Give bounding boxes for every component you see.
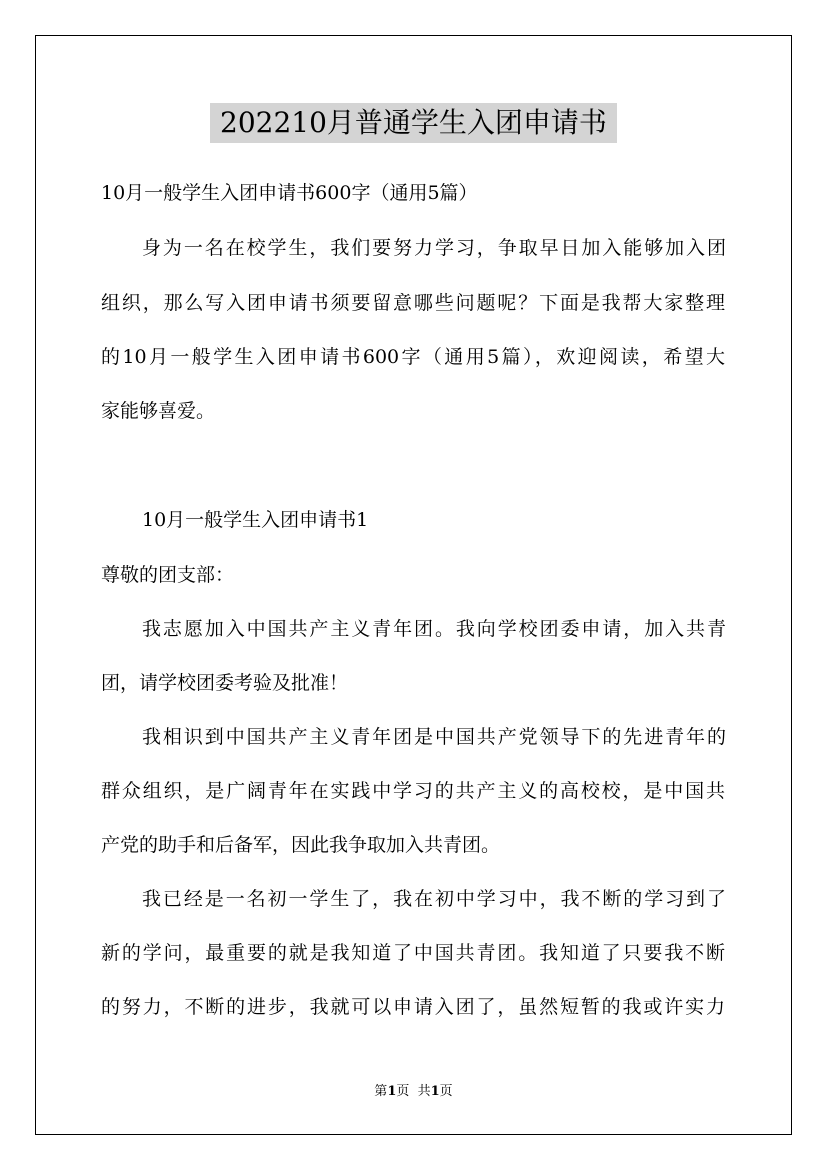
para3-line-3: 的努力，不断的进步，我就可以申请入团了，虽然短暂的我或许实力: [101, 996, 725, 1018]
footer-page-total: 1: [430, 1084, 440, 1099]
para2-line-3: 产党的助手和后备军，因此我争取加入共青团。: [101, 834, 501, 856]
document-title: 202210月普通学生入团申请书: [210, 103, 617, 143]
para1-line-2: 团，请学校团委考验及批准！: [101, 672, 349, 694]
intro-line-3: 的10月一般学生入团申请书600字（通用5篇），欢迎阅读，希望大: [101, 346, 725, 368]
section-heading: 10月一般学生入团申请书1: [142, 509, 369, 531]
para1-line-1: 我志愿加入中国共产主义青年团。我向学校团委申请，加入共青: [142, 618, 726, 640]
footer-page-prefix: 第: [374, 1084, 388, 1099]
para2-line-1: 我相识到中国共产主义青年团是中国共产党领导下的先进青年的: [142, 726, 726, 748]
footer-page-mid: 页 共: [396, 1084, 431, 1099]
document-subtitle: 10月一般学生入团申请书600字（通用5篇）: [101, 182, 478, 204]
intro-line-4: 家能够喜爱。: [101, 400, 216, 422]
para2-line-2: 群众组织，是广阔青年在实践中学习的共产主义的高校校，是中国共: [101, 780, 725, 802]
footer-page-suffix: 页: [439, 1084, 453, 1099]
salutation: 尊敬的团支部：: [101, 564, 235, 586]
intro-line-1: 身为一名在校学生，我们要努力学习，争取早日加入能够加入团: [142, 237, 726, 259]
intro-line-2: 组织，那么写入团申请书须要留意哪些问题呢？下面是我帮大家整理: [101, 292, 725, 314]
page-footer: [0, 1084, 827, 1100]
para3-line-1: 我已经是一名初一学生了，我在初中学习中，我不断的学习到了: [142, 888, 726, 910]
footer-page-number: 1: [387, 1084, 397, 1099]
para3-line-2: 新的学问，最重要的就是我知道了中国共青团。我知道了只要我不断: [101, 942, 725, 964]
